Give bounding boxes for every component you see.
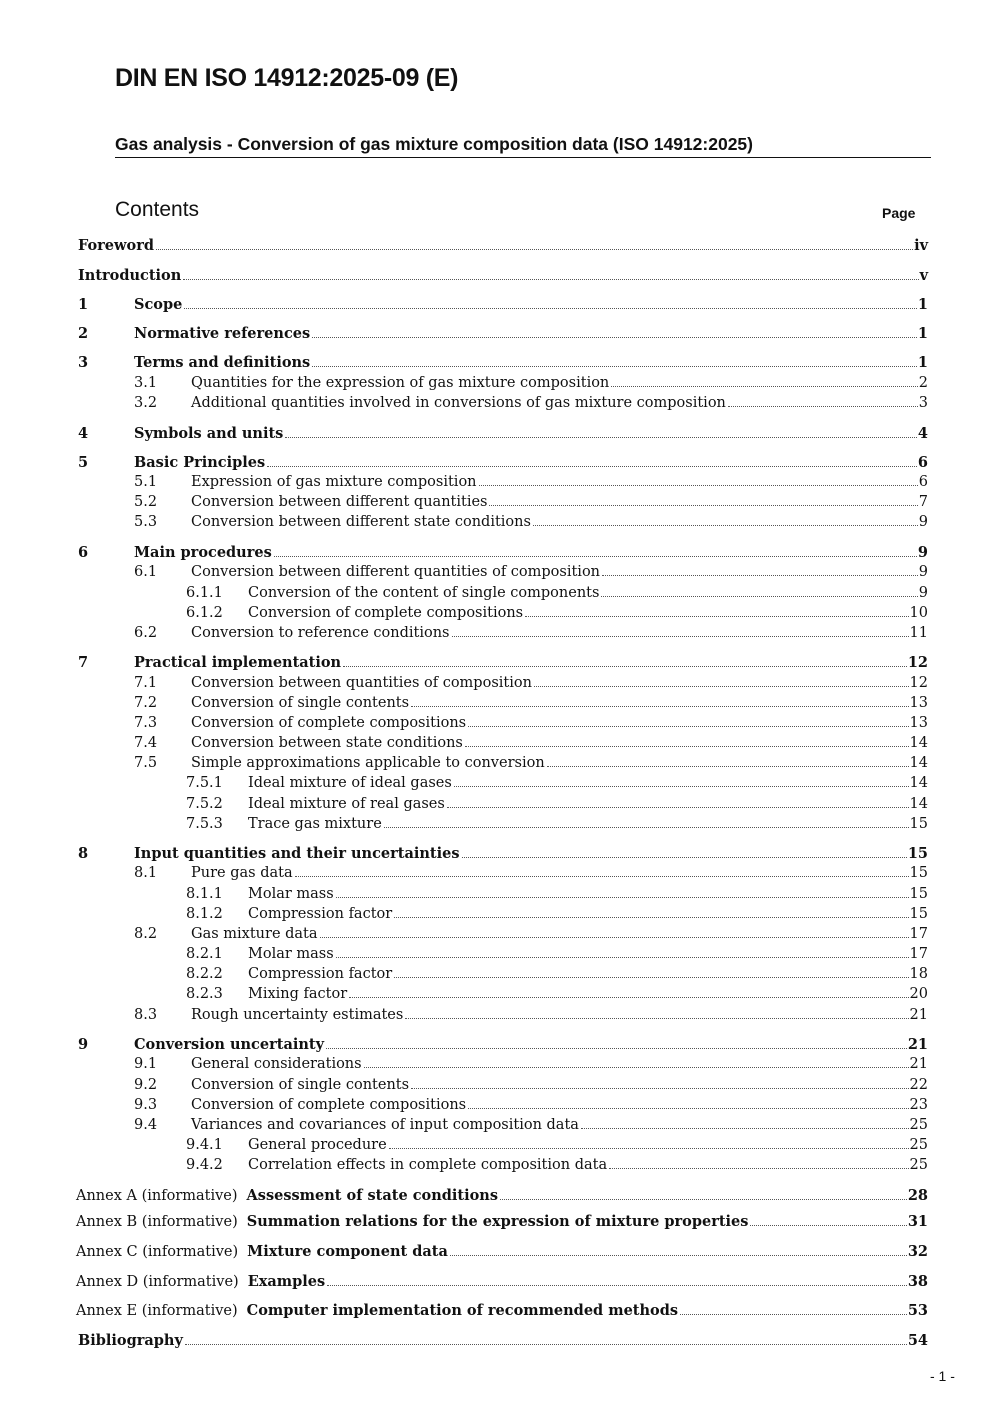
toc-page-number: 23 bbox=[909, 1097, 928, 1113]
toc-entry[interactable] bbox=[78, 295, 928, 314]
toc-entry-title: Conversion to reference conditions bbox=[191, 625, 450, 641]
toc-entry-number: 3.2 bbox=[134, 395, 158, 411]
toc-page-number: 4 bbox=[917, 425, 928, 442]
toc-entry[interactable] bbox=[134, 1076, 928, 1095]
toc-dot-leader bbox=[489, 505, 917, 506]
toc-entry[interactable] bbox=[186, 1156, 928, 1175]
toc-entry[interactable] bbox=[134, 374, 928, 393]
toc-entry-number: 6.2 bbox=[134, 625, 158, 641]
toc-entry-number: 6.1.1 bbox=[186, 585, 223, 601]
toc-entry-number: 9.4.1 bbox=[186, 1137, 223, 1153]
toc-dot-leader bbox=[534, 686, 909, 687]
toc-dot-leader bbox=[450, 1255, 907, 1256]
toc-entry-title: Bibliography bbox=[78, 1332, 183, 1349]
toc-entry-title: Foreword bbox=[78, 237, 154, 254]
toc-dot-leader bbox=[285, 437, 917, 438]
toc-page-number: 1 bbox=[917, 296, 928, 313]
toc-entry[interactable] bbox=[134, 925, 928, 944]
toc-entry[interactable] bbox=[186, 815, 928, 834]
toc-entry-number: 3 bbox=[78, 354, 89, 371]
toc-entry-number: 7.2 bbox=[134, 695, 158, 711]
toc-entry-title: Molar mass bbox=[248, 946, 334, 962]
toc-page-number: 3 bbox=[918, 395, 928, 411]
toc-entry-number: 7.1 bbox=[134, 675, 158, 691]
toc-page-number: 53 bbox=[907, 1302, 928, 1319]
toc-entry-title: Introduction bbox=[78, 267, 182, 284]
toc-entry-number: 4 bbox=[78, 425, 89, 442]
contents-heading: Contents bbox=[115, 198, 200, 221]
toc-entry-title: Symbols and units bbox=[134, 425, 284, 442]
toc-entry[interactable] bbox=[134, 473, 928, 492]
toc-page-number: 38 bbox=[907, 1273, 928, 1290]
toc-entry-title: Pure gas data bbox=[191, 865, 293, 881]
toc-page-number: 14 bbox=[909, 755, 928, 771]
toc-page-number: 15 bbox=[909, 906, 928, 922]
toc-entry-number: 1 bbox=[78, 296, 89, 313]
toc-entry-title: Conversion uncertainty bbox=[134, 1036, 325, 1053]
toc-entry[interactable] bbox=[134, 394, 928, 413]
toc-entry-number: 7.5.2 bbox=[186, 796, 223, 812]
toc-entry[interactable] bbox=[186, 584, 928, 603]
toc-page-number: 17 bbox=[909, 926, 928, 942]
page-column-heading: Page bbox=[882, 205, 916, 221]
toc-dot-leader bbox=[183, 279, 918, 280]
toc-entry-number: 2 bbox=[78, 325, 89, 342]
toc-page-number: 12 bbox=[907, 654, 928, 671]
toc-entry-title: Scope bbox=[134, 296, 183, 313]
toc-entry-title: Main procedures bbox=[134, 544, 272, 561]
toc-entry[interactable] bbox=[134, 513, 928, 532]
toc-dot-leader bbox=[454, 786, 909, 787]
toc-dot-leader bbox=[405, 1018, 908, 1019]
toc-entry-title: Assessment of state conditions bbox=[246, 1187, 498, 1204]
toc-dot-leader bbox=[274, 556, 917, 557]
toc-entry[interactable] bbox=[78, 266, 928, 285]
toc-entry-title: General procedure bbox=[248, 1137, 387, 1153]
toc-entry-number: 8.2 bbox=[134, 926, 158, 942]
toc-entry[interactable] bbox=[76, 1242, 928, 1261]
toc-entry-title: Mixture component data bbox=[247, 1243, 448, 1260]
toc-entry[interactable] bbox=[134, 563, 928, 582]
toc-dot-leader bbox=[447, 807, 909, 808]
toc-entry[interactable] bbox=[78, 453, 928, 472]
toc-annex-label: Annex A (informative) bbox=[76, 1188, 238, 1204]
toc-entry-number: 5.2 bbox=[134, 494, 158, 510]
toc-entry-number: 6 bbox=[78, 544, 89, 561]
toc-entry-number: 8.2.3 bbox=[186, 986, 223, 1002]
toc-dot-leader bbox=[327, 1285, 907, 1286]
toc-entry-number: 8.2.2 bbox=[186, 966, 223, 982]
toc-entry[interactable] bbox=[78, 844, 928, 863]
toc-entry[interactable] bbox=[134, 1096, 928, 1115]
toc-entry-title: Mixing factor bbox=[248, 986, 348, 1002]
toc-dot-leader bbox=[184, 308, 917, 309]
toc-entry-title: Examples bbox=[247, 1273, 326, 1290]
toc-entry[interactable] bbox=[134, 734, 928, 753]
toc-dot-leader bbox=[411, 706, 908, 707]
toc-page-number: 21 bbox=[907, 1036, 928, 1053]
toc-entry-number: 9.3 bbox=[134, 1097, 158, 1113]
toc-page-number: 6 bbox=[918, 474, 928, 490]
toc-dot-leader bbox=[728, 406, 918, 407]
toc-dot-leader bbox=[750, 1225, 906, 1226]
toc-entry-title: Simple approximations applicable to conversion bbox=[191, 755, 545, 771]
toc-entry-title: Conversion of complete compositions bbox=[191, 1097, 467, 1113]
toc-page-number: 22 bbox=[909, 1077, 928, 1093]
toc-dot-leader bbox=[611, 386, 917, 387]
toc-dot-leader bbox=[452, 636, 909, 637]
toc-page-number: 1 bbox=[917, 354, 928, 371]
toc-entry-title: Practical implementation bbox=[134, 654, 342, 671]
toc-entry-title: Conversion between different quantities bbox=[191, 494, 488, 510]
toc-entry-number: 7 bbox=[78, 654, 89, 671]
toc-page-number: 7 bbox=[918, 494, 928, 510]
toc-entry-title: Conversion of complete compositions bbox=[248, 605, 524, 621]
toc-dot-leader bbox=[462, 857, 907, 858]
toc-annex-label: Annex B (informative) bbox=[76, 1214, 238, 1230]
toc-dot-leader bbox=[343, 666, 907, 667]
toc-entry[interactable] bbox=[134, 493, 928, 512]
toc-page-number: 9 bbox=[917, 544, 928, 561]
toc-page-number: 14 bbox=[909, 796, 928, 812]
toc-entry-title: Correlation effects in complete composition data bbox=[248, 1157, 608, 1173]
toc-entry[interactable] bbox=[78, 1331, 928, 1350]
toc-entry[interactable] bbox=[186, 945, 928, 964]
toc-entry-title: Compression factor bbox=[248, 966, 393, 982]
toc-entry-title: Conversion of single contents bbox=[191, 695, 410, 711]
toc-entry-number: 9.4 bbox=[134, 1117, 158, 1133]
toc-entry[interactable] bbox=[78, 236, 928, 255]
toc-entry-number: 9 bbox=[78, 1036, 89, 1053]
toc-dot-leader bbox=[680, 1314, 907, 1315]
toc-entry-title: Ideal mixture of ideal gases bbox=[248, 775, 452, 791]
toc-page-number: 31 bbox=[907, 1213, 928, 1230]
toc-page-number: 9 bbox=[918, 514, 928, 530]
toc-page-number: 20 bbox=[909, 986, 928, 1002]
toc-entry-number: 9.4.2 bbox=[186, 1157, 223, 1173]
toc-entry[interactable] bbox=[134, 1006, 928, 1025]
toc-entry[interactable] bbox=[76, 1212, 928, 1231]
toc-entry[interactable] bbox=[186, 1136, 928, 1155]
toc-entry-number: 3.1 bbox=[134, 375, 158, 391]
toc-entry-title: Terms and definitions bbox=[134, 354, 311, 371]
toc-page-number: 25 bbox=[909, 1157, 928, 1173]
toc-dot-leader bbox=[468, 726, 908, 727]
toc-dot-leader bbox=[320, 937, 909, 938]
toc-dot-leader bbox=[312, 366, 917, 367]
toc-entry-title: Normative references bbox=[134, 325, 311, 342]
toc-entry-title: Conversion of single contents bbox=[191, 1077, 410, 1093]
toc-entry-number: 8.1 bbox=[134, 865, 158, 881]
toc-entry-title: Additional quantities involved in conversions of gas mixture composition bbox=[191, 395, 726, 411]
toc-page-number: 32 bbox=[907, 1243, 928, 1260]
toc-dot-leader bbox=[326, 1048, 907, 1049]
toc-entry[interactable] bbox=[76, 1272, 928, 1291]
page-number: - 1 - bbox=[930, 1368, 955, 1384]
toc-entry[interactable] bbox=[78, 543, 928, 562]
toc-page-number: 9 bbox=[918, 585, 928, 601]
toc-annex-label: Annex E (informative) bbox=[76, 1303, 238, 1319]
toc-entry-number: 7.5.3 bbox=[186, 816, 223, 832]
toc-page-number: v bbox=[919, 267, 928, 284]
toc-entry-title: Summation relations for the expression of mixture properties bbox=[246, 1213, 749, 1230]
toc-entry-title: Conversion between different quantities of composition bbox=[191, 564, 601, 580]
toc-entry-title: Conversion of the content of single components bbox=[248, 585, 600, 601]
toc-page-number: 21 bbox=[909, 1056, 928, 1072]
toc-dot-leader bbox=[267, 466, 917, 467]
toc-page-number: 13 bbox=[909, 695, 928, 711]
toc-page-number: 2 bbox=[918, 375, 928, 391]
toc-entry[interactable] bbox=[186, 774, 928, 793]
toc-page-number: 13 bbox=[909, 715, 928, 731]
document-title: Gas analysis - Conversion of gas mixture composition data (ISO 14912:2025) bbox=[115, 134, 931, 158]
toc-page-number: 12 bbox=[909, 675, 928, 691]
toc-entry[interactable] bbox=[78, 1035, 928, 1054]
toc-entry-number: 5 bbox=[78, 454, 89, 471]
toc-entry-title: Gas mixture data bbox=[191, 926, 318, 942]
toc-entry-number: 8.1.2 bbox=[186, 906, 223, 922]
toc-dot-leader bbox=[336, 957, 909, 958]
toc-entry-number: 8.3 bbox=[134, 1007, 158, 1023]
toc-entry-number: 8.1.1 bbox=[186, 886, 223, 902]
toc-entry-number: 9.2 bbox=[134, 1077, 158, 1093]
toc-page-number: 14 bbox=[909, 735, 928, 751]
toc-page-number: 25 bbox=[909, 1137, 928, 1153]
toc-page-number: 54 bbox=[907, 1332, 928, 1349]
toc-dot-leader bbox=[468, 1108, 908, 1109]
toc-entry[interactable] bbox=[76, 1301, 928, 1320]
toc-dot-leader bbox=[336, 897, 909, 898]
toc-dot-leader bbox=[500, 1199, 907, 1200]
toc-page-number: 21 bbox=[909, 1007, 928, 1023]
toc-entry-title: Conversion between quantities of composition bbox=[191, 675, 532, 691]
toc-entry-number: 7.5 bbox=[134, 755, 158, 771]
toc-dot-leader bbox=[602, 575, 918, 576]
toc-annex-label: Annex C (informative) bbox=[76, 1244, 239, 1260]
toc-entry[interactable] bbox=[186, 885, 928, 904]
toc-entry[interactable] bbox=[186, 604, 928, 623]
toc-entry[interactable] bbox=[78, 653, 928, 672]
toc-page-number: 9 bbox=[918, 564, 928, 580]
toc-dot-leader bbox=[394, 917, 908, 918]
toc-entry-title: Variances and covariances of input composition data bbox=[191, 1117, 579, 1133]
toc-page-number: 18 bbox=[909, 966, 928, 982]
toc-dot-leader bbox=[547, 766, 909, 767]
toc-entry-title: General considerations bbox=[191, 1056, 362, 1072]
toc-dot-leader bbox=[533, 525, 918, 526]
toc-entry[interactable] bbox=[186, 905, 928, 924]
toc-dot-leader bbox=[364, 1067, 909, 1068]
toc-entry-number: 8 bbox=[78, 845, 89, 862]
toc-page-number: 15 bbox=[907, 845, 928, 862]
toc-dot-leader bbox=[411, 1088, 908, 1089]
toc-dot-leader bbox=[389, 1148, 909, 1149]
toc-entry-title: Trace gas mixture bbox=[248, 816, 382, 832]
toc-entry[interactable] bbox=[134, 1055, 928, 1074]
toc-page-number: 25 bbox=[909, 1117, 928, 1133]
toc-entry[interactable] bbox=[134, 694, 928, 713]
toc-entry-number: 6.1.2 bbox=[186, 605, 223, 621]
toc-dot-leader bbox=[465, 746, 909, 747]
toc-entry-title: Expression of gas mixture composition bbox=[191, 474, 477, 490]
toc-dot-leader bbox=[349, 997, 908, 998]
toc-dot-leader bbox=[384, 827, 909, 828]
toc-entry-number: 5.3 bbox=[134, 514, 158, 530]
toc-entry-title: Conversion between state conditions bbox=[191, 735, 463, 751]
toc-page-number: iv bbox=[914, 237, 928, 254]
toc-entry-title: Compression factor bbox=[248, 906, 393, 922]
toc-entry[interactable] bbox=[134, 674, 928, 693]
toc-annex-label: Annex D (informative) bbox=[76, 1274, 239, 1290]
toc-entry-title: Conversion of complete compositions bbox=[191, 715, 467, 731]
toc-dot-leader bbox=[394, 977, 908, 978]
toc-entry-number: 7.5.1 bbox=[186, 775, 223, 791]
toc-page-number: 11 bbox=[909, 625, 928, 641]
toc-dot-leader bbox=[312, 337, 917, 338]
toc-entry-title: Rough uncertainty estimates bbox=[191, 1007, 404, 1023]
toc-entry-title: Computer implementation of recommended methods bbox=[246, 1302, 679, 1319]
toc-entry-number: 5.1 bbox=[134, 474, 158, 490]
toc-entry-number: 7.4 bbox=[134, 735, 158, 751]
toc-entry[interactable] bbox=[78, 424, 928, 443]
toc-dot-leader bbox=[581, 1128, 909, 1129]
toc-entry-title: Ideal mixture of real gases bbox=[248, 796, 445, 812]
toc-entry[interactable] bbox=[78, 353, 928, 372]
toc-dot-leader bbox=[525, 616, 908, 617]
toc-entry[interactable] bbox=[76, 1186, 928, 1205]
toc-entry[interactable] bbox=[134, 864, 928, 883]
toc-page-number: 17 bbox=[909, 946, 928, 962]
toc-page-number: 10 bbox=[909, 605, 928, 621]
toc-dot-leader bbox=[479, 485, 918, 486]
toc-dot-leader bbox=[601, 596, 917, 597]
toc-entry-title: Input quantities and their uncertainties bbox=[134, 845, 460, 862]
toc-dot-leader bbox=[609, 1168, 908, 1169]
toc-entry-number: 8.2.1 bbox=[186, 946, 223, 962]
toc-entry[interactable] bbox=[134, 714, 928, 733]
toc-entry[interactable] bbox=[134, 624, 928, 643]
toc-page-number: 1 bbox=[917, 325, 928, 342]
toc-entry-number: 7.3 bbox=[134, 715, 158, 731]
toc-entry[interactable] bbox=[186, 985, 928, 1004]
toc-entry[interactable] bbox=[78, 324, 928, 343]
toc-dot-leader bbox=[185, 1344, 907, 1345]
toc-page-number: 15 bbox=[909, 886, 928, 902]
toc-entry-title: Molar mass bbox=[248, 886, 334, 902]
toc-page-number: 28 bbox=[907, 1187, 928, 1204]
toc-dot-leader bbox=[156, 249, 913, 250]
toc-entry-title: Quantities for the expression of gas mixture composition bbox=[191, 375, 610, 391]
toc-entry-title: Basic Principles bbox=[134, 454, 266, 471]
toc-page-number: 15 bbox=[909, 865, 928, 881]
document-id: DIN EN ISO 14912:2025-09 (E) bbox=[115, 64, 459, 92]
toc-dot-leader bbox=[295, 876, 909, 877]
toc-entry[interactable] bbox=[134, 754, 928, 773]
toc-page-number: 6 bbox=[917, 454, 928, 471]
toc-entry[interactable] bbox=[134, 1116, 928, 1135]
toc-entry-title: Conversion between different state conditions bbox=[191, 514, 531, 530]
toc-page-number: 15 bbox=[909, 816, 928, 832]
toc-entry-number: 6.1 bbox=[134, 564, 158, 580]
toc-entry-number: 9.1 bbox=[134, 1056, 158, 1072]
toc-entry[interactable] bbox=[186, 965, 928, 984]
toc-entry[interactable] bbox=[186, 795, 928, 814]
toc-page-number: 14 bbox=[909, 775, 928, 791]
